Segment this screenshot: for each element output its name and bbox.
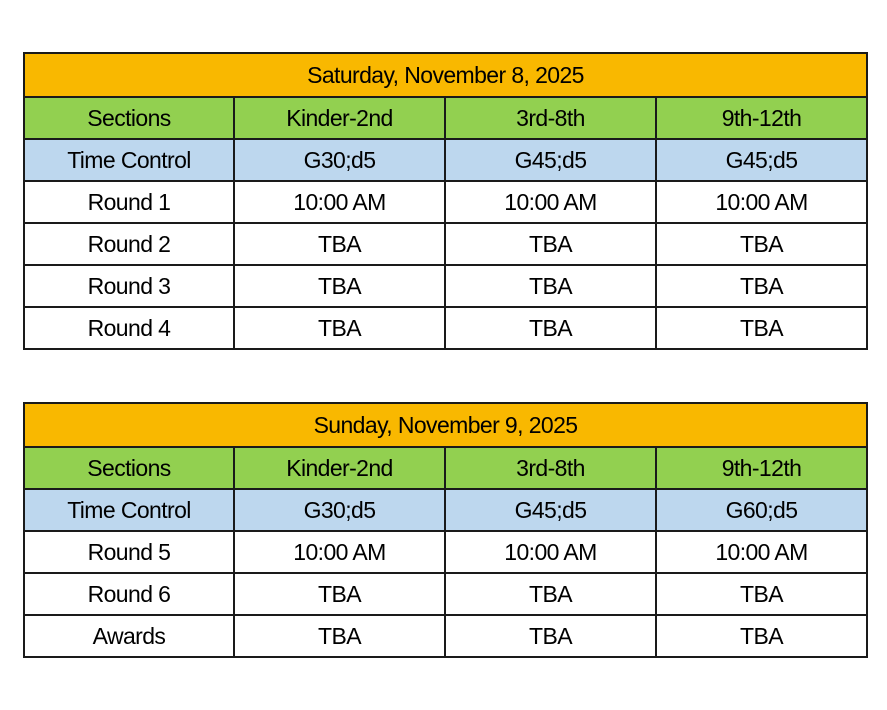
round-time: TBA bbox=[234, 223, 445, 265]
section-9th-12th: 9th-12th bbox=[656, 97, 867, 139]
time-control-label: Time Control bbox=[24, 139, 234, 181]
section-9th-12th: 9th-12th bbox=[656, 447, 867, 489]
saturday-schedule-table bbox=[23, 52, 868, 350]
day-title: Saturday, November 8, 2025 bbox=[24, 53, 867, 97]
round-time: TBA bbox=[656, 307, 867, 349]
table-row bbox=[24, 265, 867, 307]
time-control-row bbox=[24, 139, 867, 181]
day-title: Sunday, November 9, 2025 bbox=[24, 403, 867, 447]
round-time: 10:00 AM bbox=[656, 181, 867, 223]
sections-header-row bbox=[24, 97, 867, 139]
round-time: TBA bbox=[656, 265, 867, 307]
time-control-value: G30;d5 bbox=[234, 139, 445, 181]
day-title-row bbox=[24, 53, 867, 97]
time-control-label: Time Control bbox=[24, 489, 234, 531]
round-time: TBA bbox=[445, 265, 656, 307]
section-kinder-2nd: Kinder-2nd bbox=[234, 447, 445, 489]
sunday-schedule-table bbox=[23, 402, 868, 658]
round-time: 10:00 AM bbox=[656, 531, 867, 573]
sections-label: Sections bbox=[24, 447, 234, 489]
round-label: Round 2 bbox=[24, 223, 234, 265]
table-row bbox=[24, 223, 867, 265]
round-time: TBA bbox=[656, 573, 867, 615]
time-control-value: G30;d5 bbox=[234, 489, 445, 531]
round-label: Round 4 bbox=[24, 307, 234, 349]
round-time: TBA bbox=[445, 307, 656, 349]
table-row bbox=[24, 573, 867, 615]
round-label: Round 1 bbox=[24, 181, 234, 223]
section-3rd-8th: 3rd-8th bbox=[445, 447, 656, 489]
awards-label: Awards bbox=[24, 615, 234, 657]
round-time: TBA bbox=[234, 573, 445, 615]
round-time: TBA bbox=[656, 615, 867, 657]
round-time: 10:00 AM bbox=[234, 181, 445, 223]
round-label: Round 5 bbox=[24, 531, 234, 573]
table-row bbox=[24, 181, 867, 223]
section-3rd-8th: 3rd-8th bbox=[445, 97, 656, 139]
round-time: 10:00 AM bbox=[445, 531, 656, 573]
section-kinder-2nd: Kinder-2nd bbox=[234, 97, 445, 139]
table-row bbox=[24, 615, 867, 657]
round-time: TBA bbox=[445, 223, 656, 265]
day-title-row bbox=[24, 403, 867, 447]
sections-header-row bbox=[24, 447, 867, 489]
round-time: TBA bbox=[234, 615, 445, 657]
round-time: TBA bbox=[445, 573, 656, 615]
round-time: TBA bbox=[234, 265, 445, 307]
time-control-value: G45;d5 bbox=[656, 139, 867, 181]
sections-label: Sections bbox=[24, 97, 234, 139]
round-time: 10:00 AM bbox=[234, 531, 445, 573]
round-label: Round 6 bbox=[24, 573, 234, 615]
time-control-value: G45;d5 bbox=[445, 489, 656, 531]
round-time: 10:00 AM bbox=[445, 181, 656, 223]
round-label: Round 3 bbox=[24, 265, 234, 307]
round-time: TBA bbox=[445, 615, 656, 657]
table-row bbox=[24, 531, 867, 573]
time-control-value: G60;d5 bbox=[656, 489, 867, 531]
round-time: TBA bbox=[234, 307, 445, 349]
round-time: TBA bbox=[656, 223, 867, 265]
time-control-value: G45;d5 bbox=[445, 139, 656, 181]
table-row bbox=[24, 307, 867, 349]
time-control-row bbox=[24, 489, 867, 531]
